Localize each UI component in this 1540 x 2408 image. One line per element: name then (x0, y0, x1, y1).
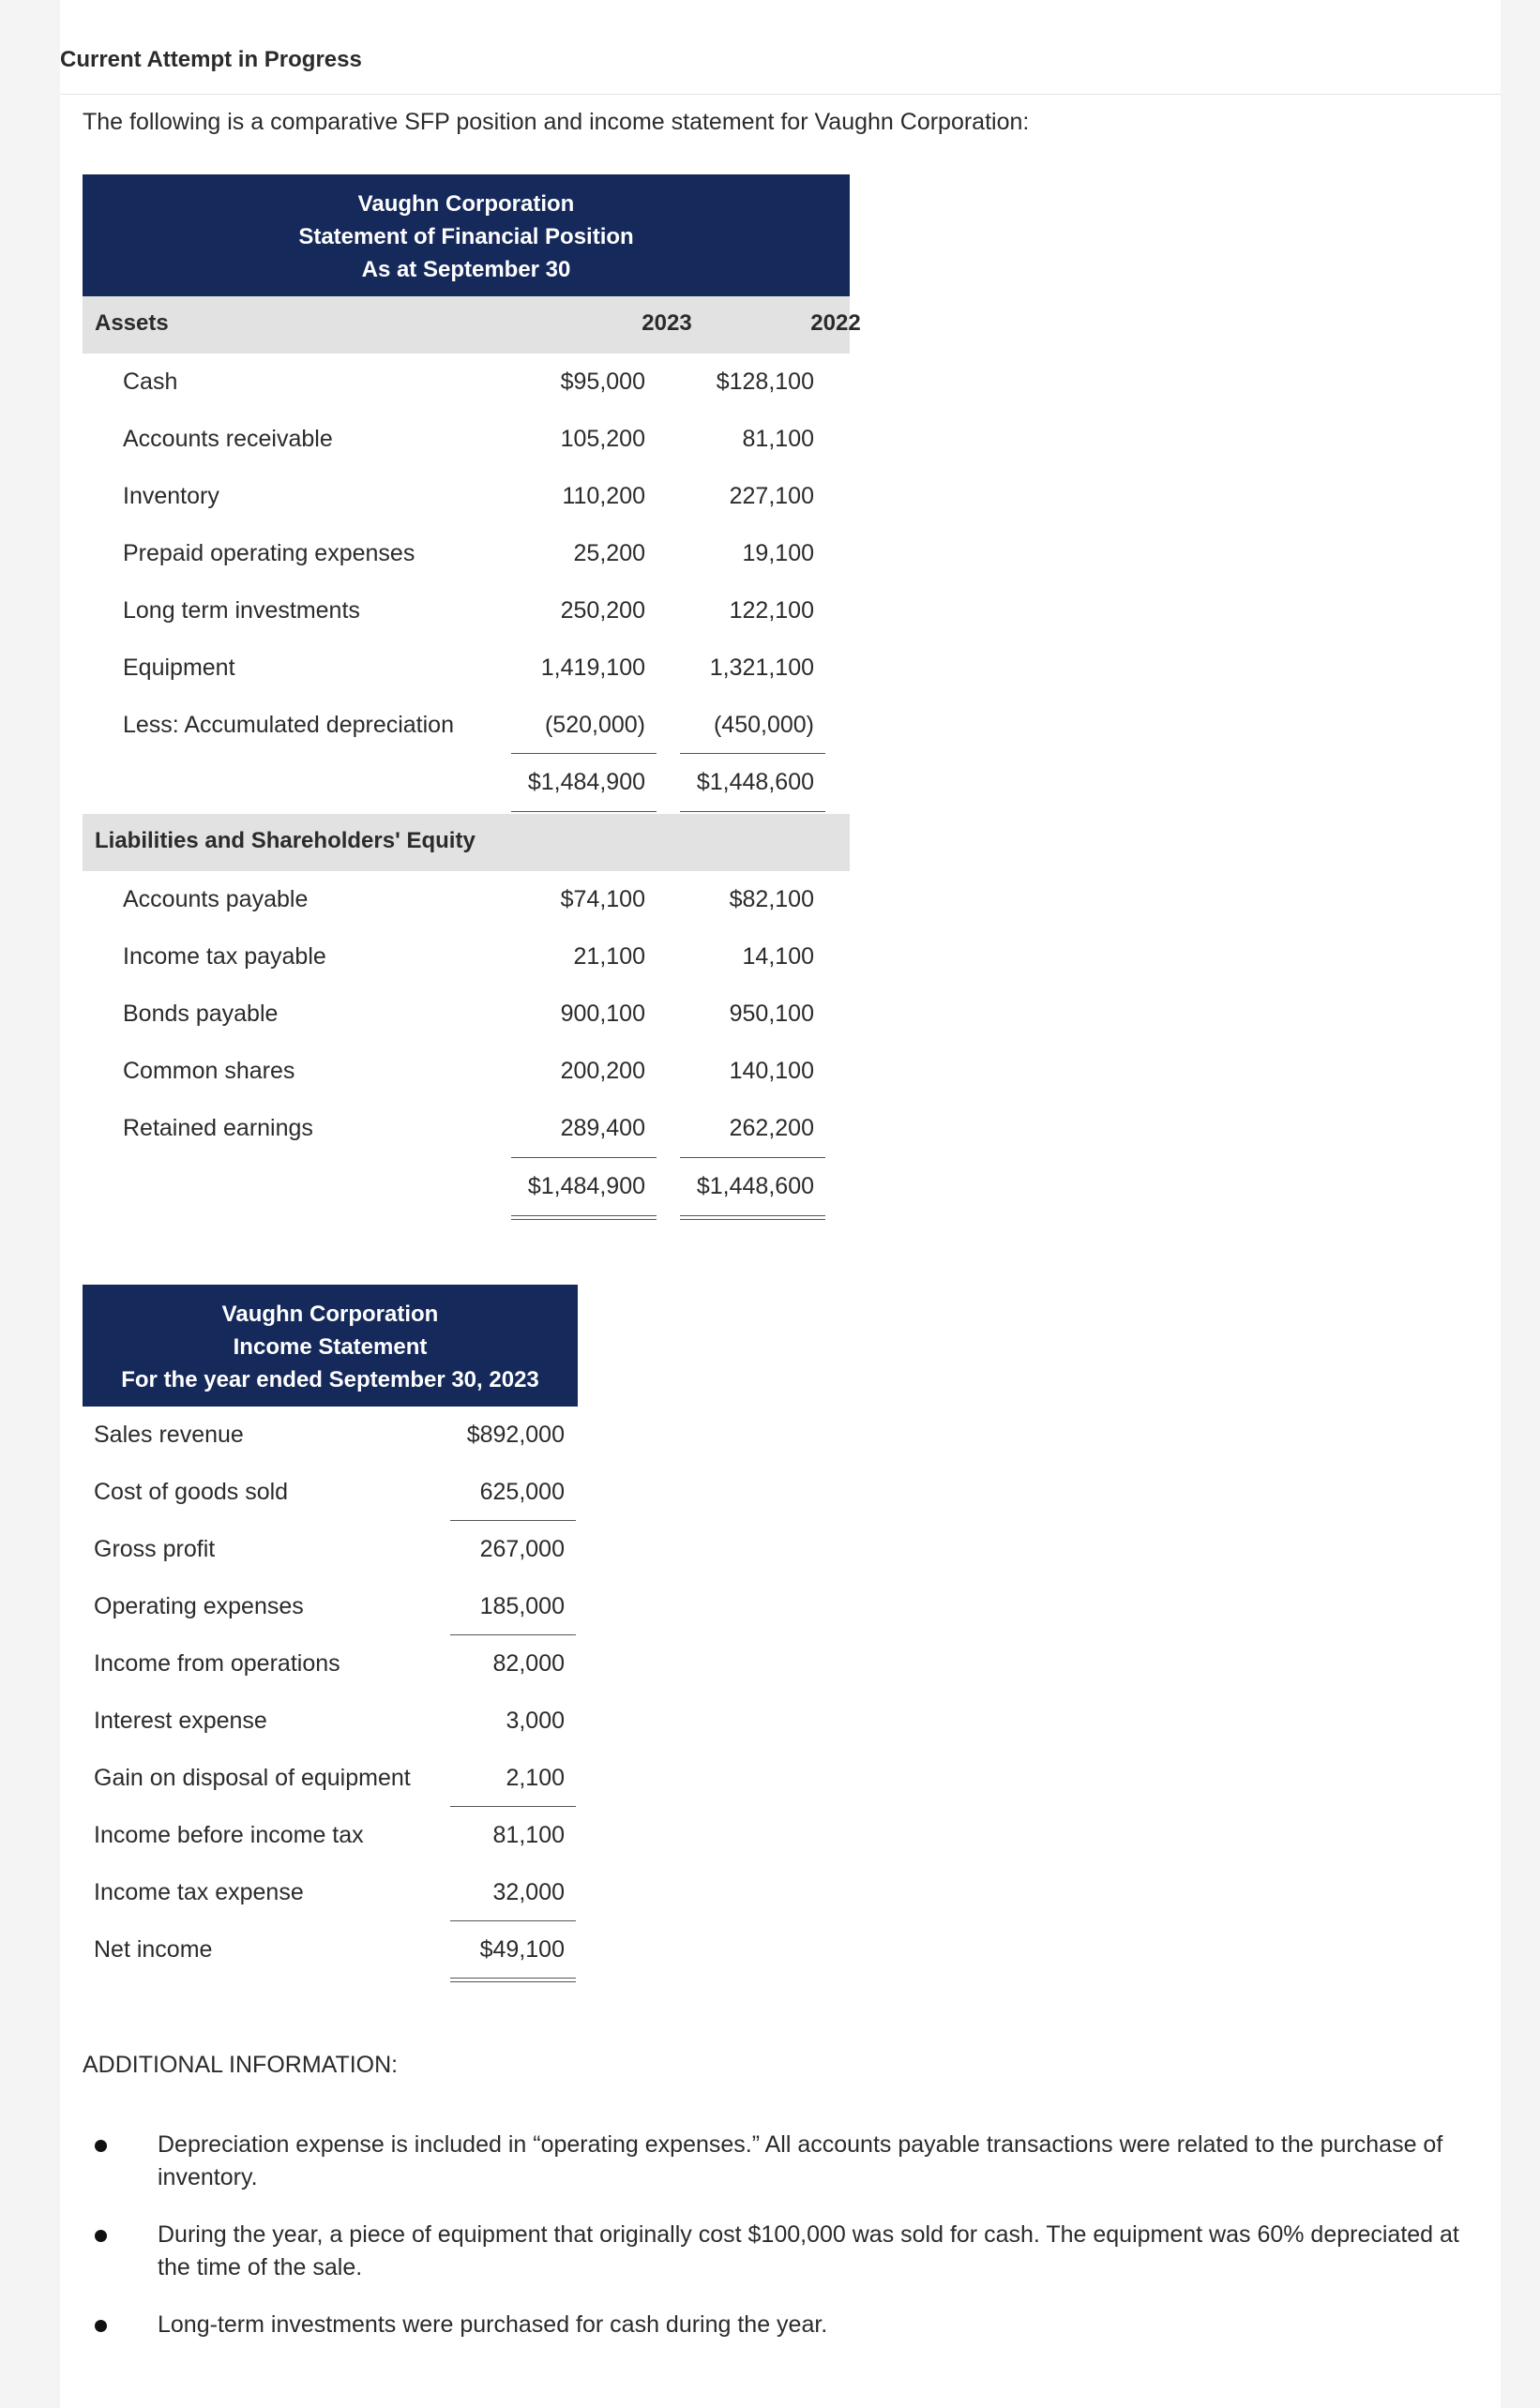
is-company-name: Vaughn Corporation (221, 1302, 439, 1327)
sfp-row (60, 697, 904, 754)
row-label: Equipment (123, 655, 235, 681)
row-label: Prepaid operating expenses (123, 540, 415, 566)
row-label: Bonds payable (123, 1001, 279, 1027)
row-value: 81,100 (492, 1822, 565, 1848)
row-value: 82,000 (492, 1650, 565, 1677)
sfp-row (60, 525, 904, 582)
bullet-icon (95, 2320, 107, 2332)
income-row (60, 1864, 623, 1921)
additional-info-item: During the year, a piece of equipment that originally cost $100,000 was sold for cash. The equipment was 60% depreciated at the time of the sale. (158, 2221, 1459, 2280)
row-value: 267,000 (479, 1536, 565, 1562)
income-row (60, 1407, 623, 1464)
sfp-row (60, 582, 904, 640)
liabilities-header-band (83, 814, 850, 871)
is-statement-name: Income Statement (233, 1334, 428, 1360)
bullet-icon (95, 2140, 107, 2152)
total-2023: $1,484,900 (527, 769, 645, 795)
value-2022: 122,100 (729, 597, 814, 624)
sfp-total-row (60, 1158, 904, 1215)
value-2023: 250,200 (560, 597, 645, 624)
row-label: Accounts receivable (123, 426, 333, 452)
value-2022: (450,000) (713, 712, 814, 738)
income-row (60, 1464, 623, 1521)
sfp-row (60, 354, 904, 411)
value-2022: 19,100 (742, 540, 814, 566)
sfp-total-row (60, 754, 904, 811)
row-label: Long term investments (123, 597, 360, 624)
value-2022: 950,100 (729, 1001, 814, 1027)
row-label: Gain on disposal of equipment (94, 1765, 411, 1791)
question-card (60, 0, 1501, 2408)
value-2022: 262,200 (729, 1115, 814, 1141)
row-label: Gross profit (94, 1536, 216, 1562)
row-label: Retained earnings (123, 1115, 313, 1141)
sfp-date-line: As at September 30 (361, 257, 571, 282)
is-period-line: For the year ended September 30, 2023 (121, 1367, 539, 1392)
sfp-company-name: Vaughn Corporation (357, 191, 575, 217)
liabilities-heading: Liabilities and Shareholders' Equity (95, 828, 476, 853)
income-row (60, 1807, 623, 1864)
value-2022: $128,100 (716, 369, 814, 395)
sfp-row (60, 928, 904, 986)
row-label: Income before income tax (94, 1822, 364, 1848)
value-2022: 140,100 (729, 1058, 814, 1084)
sfp-row (60, 871, 904, 928)
sfp-title-banner (83, 174, 850, 296)
row-value: 3,000 (506, 1708, 565, 1734)
row-label: Inventory (123, 483, 219, 509)
row-label: Income from operations (94, 1650, 340, 1677)
sfp-statement-name: Statement of Financial Position (298, 224, 634, 249)
value-2022: 81,100 (742, 426, 814, 452)
additional-info-title: ADDITIONAL INFORMATION: (83, 2052, 399, 2078)
total-double-rule-2023 (511, 1215, 657, 1220)
value-2023: 105,200 (560, 426, 645, 452)
attempt-status: Current Attempt in Progress (60, 47, 362, 72)
row-label: Cash (123, 369, 178, 395)
value-2023: $95,000 (560, 369, 645, 395)
row-label: Income tax expense (94, 1879, 304, 1905)
row-label: Cost of goods sold (94, 1479, 289, 1505)
value-2022: 14,100 (742, 943, 814, 970)
sfp-row (60, 1043, 904, 1100)
value-2023: 289,400 (560, 1115, 645, 1141)
total-2023: $1,484,900 (527, 1173, 645, 1199)
question-intro: The following is a comparative SFP position and income statement for Vaughn Corporation: (83, 109, 1030, 135)
total-2022: $1,448,600 (696, 769, 814, 795)
total-2022: $1,448,600 (696, 1173, 814, 1199)
value-2022: $82,100 (729, 886, 814, 912)
row-value: 2,100 (506, 1765, 565, 1791)
income-row (60, 1635, 623, 1693)
row-value: 32,000 (492, 1879, 565, 1905)
row-label: Less: Accumulated depreciation (123, 712, 454, 738)
year-2023-header: 2023 (642, 310, 692, 336)
sfp-row (60, 640, 904, 697)
row-label: Sales revenue (94, 1422, 244, 1448)
total-double-rule (450, 1978, 576, 1982)
row-label: Income tax payable (123, 943, 326, 970)
sfp-row (60, 411, 904, 468)
additional-info-item: Depreciation expense is included in “operating expenses.” All accounts payable transactions were related to the purchase of inventory. (158, 2131, 1443, 2190)
income-row (60, 1521, 623, 1578)
year-2022-header: 2022 (810, 310, 861, 336)
row-label: Common shares (123, 1058, 295, 1084)
income-row (60, 1578, 623, 1635)
bullet-icon (95, 2230, 107, 2242)
row-value: 625,000 (479, 1479, 565, 1505)
sfp-row (60, 468, 904, 525)
income-statement-title-banner (83, 1285, 578, 1407)
sfp-row (60, 1100, 904, 1157)
value-2023: 900,100 (560, 1001, 645, 1027)
sfp-row (60, 986, 904, 1043)
income-row (60, 1693, 623, 1750)
value-2023: $74,100 (560, 886, 645, 912)
value-2023: 25,200 (573, 540, 645, 566)
value-2023: (520,000) (544, 712, 645, 738)
additional-info-item: Long-term investments were purchased for cash during the year. (158, 2311, 828, 2338)
row-label: Net income (94, 1936, 213, 1963)
divider (60, 94, 1501, 95)
assets-header-band (83, 296, 861, 354)
value-2023: 200,200 (560, 1058, 645, 1084)
row-label: Accounts payable (123, 886, 309, 912)
income-row (60, 1750, 623, 1807)
value-2023: 1,419,100 (540, 655, 645, 681)
value-2022: 227,100 (729, 483, 814, 509)
income-row (60, 1921, 623, 1979)
row-value: $49,100 (479, 1936, 565, 1963)
value-2023: 110,200 (562, 483, 645, 509)
row-label: Operating expenses (94, 1593, 304, 1619)
total-double-rule-2022 (680, 1215, 825, 1220)
value-2022: 1,321,100 (709, 655, 814, 681)
row-value: $892,000 (466, 1422, 565, 1448)
value-2023: 21,100 (573, 943, 645, 970)
row-value: 185,000 (479, 1593, 565, 1619)
row-label: Interest expense (94, 1708, 267, 1734)
assets-heading: Assets (95, 310, 169, 336)
